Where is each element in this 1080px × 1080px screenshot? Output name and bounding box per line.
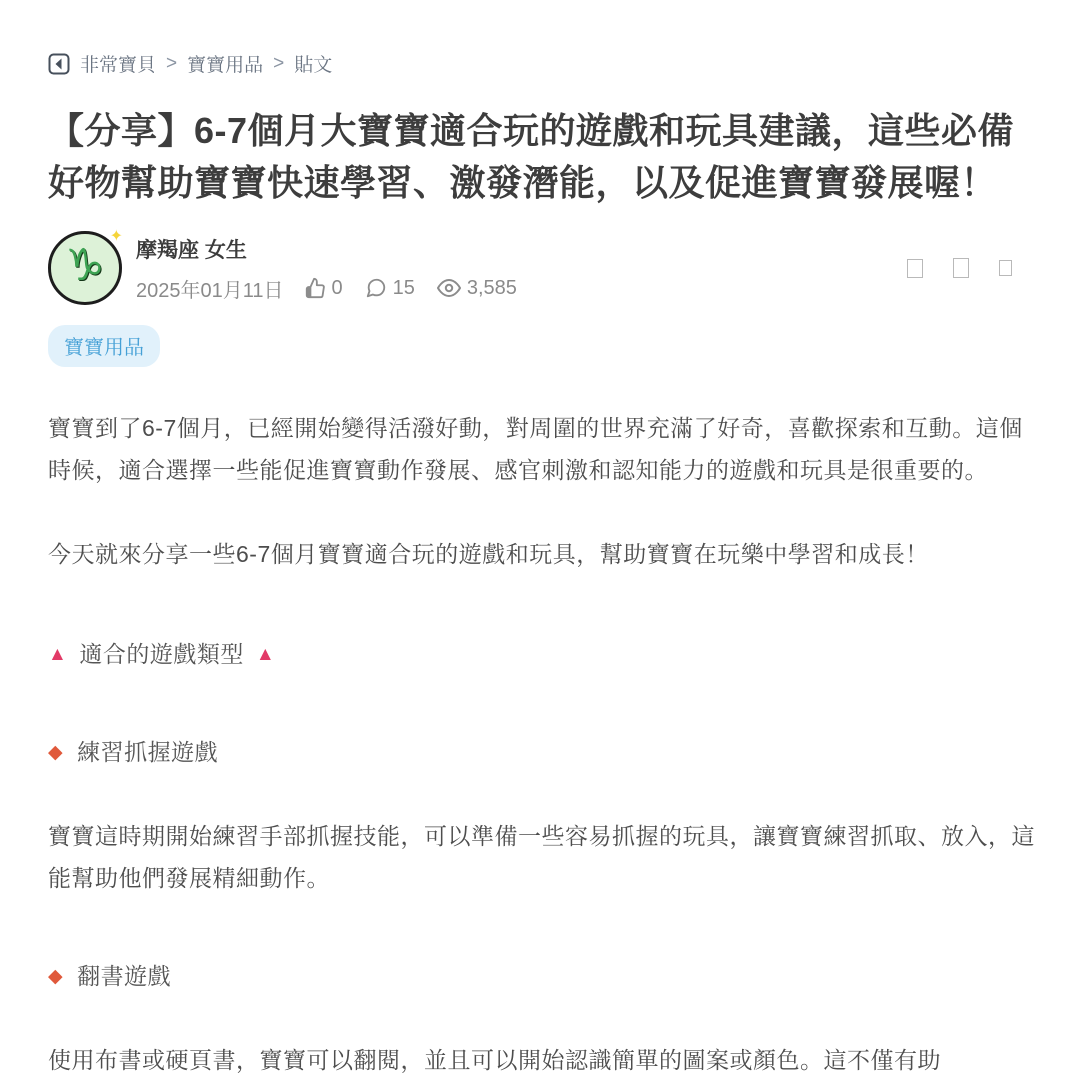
sparkle-icon: ✦ <box>109 228 123 245</box>
post-date: 2025年01月11日 <box>136 279 284 302</box>
breadcrumb-separator: > <box>273 52 285 74</box>
paragraph-grasp-game: 寶寶這時期開始練習手部抓握技能，可以準備一些容易抓握的玩具，讓寶寶練習抓取、放入，這能幫助他們發展精細動作。 <box>48 823 1035 891</box>
author-name: 摩羯座 女生 <box>136 238 247 262</box>
page-title: 【分享】6-7個月大寶寶適合玩的遊戲和玩具建議，這些必備好物幫助寶寶快速學習、激發潛能，以及促進寶寶發展喔！ <box>48 110 1015 203</box>
eye-icon <box>437 276 461 300</box>
back-icon[interactable] <box>48 53 70 75</box>
like-count[interactable] <box>304 277 343 300</box>
breadcrumb-current[interactable]: 貼文 <box>294 55 333 76</box>
breadcrumb-category[interactable]: 寶寶用品 <box>187 55 264 76</box>
section-heading-text: 適合的遊戲類型 <box>79 641 244 667</box>
paragraph-intro-1: 寶寶到了6-7個月，已經開始變得活潑好動，對周圍的世界充滿了好奇，喜歡探索和互動。這個時候，適合選擇一些能促進寶寶動作發展、感官刺激和認知能力的遊戲和玩具是很重要的。 <box>48 415 1023 483</box>
sub-heading-text: 練習抓握遊戲 <box>77 739 219 765</box>
sub-heading-book-game <box>48 955 1040 997</box>
triangle-marker-icon: ▲ <box>48 643 68 665</box>
comment-count-value: 15 <box>392 276 415 299</box>
post-action-icons <box>907 258 1012 278</box>
sub-heading-grasp-game <box>48 731 1040 773</box>
like-count-value: 0 <box>331 276 343 299</box>
view-count <box>437 276 517 300</box>
triangle-marker-icon: ▲ <box>255 643 276 665</box>
author-meta <box>136 234 907 303</box>
post-meta-line <box>136 274 907 303</box>
comment-count[interactable] <box>365 277 415 300</box>
paragraph-book-game: 使用布書或硬頁書，寶寶可以翻閱，並且可以開始認識簡單的圖案或顏色。這不僅有助 <box>48 1047 941 1073</box>
diamond-marker-icon: ◆ <box>48 741 64 763</box>
section-heading-game-types <box>48 633 1040 675</box>
sub-heading-text: 翻書遊戲 <box>77 963 172 989</box>
capricorn-icon: ♑ <box>65 241 105 290</box>
placeholder-box-icon[interactable] <box>953 258 969 278</box>
breadcrumb <box>48 50 1040 77</box>
tag-row <box>48 325 1040 367</box>
article-body <box>48 407 1040 1080</box>
paragraph-intro-2: 今天就來分享一些6-7個月寶寶適合玩的遊戲和玩具，幫助寶寶在玩樂中學習和成長！ <box>48 541 929 567</box>
placeholder-box-icon[interactable] <box>907 259 923 278</box>
view-count-value: 3,585 <box>466 276 517 299</box>
breadcrumb-board[interactable]: 非常寶貝 <box>80 55 157 76</box>
author-row <box>48 228 1040 305</box>
avatar <box>48 228 123 305</box>
category-tag[interactable]: 寶寶用品 <box>48 325 160 367</box>
speech-bubble-icon <box>365 277 387 299</box>
thumbs-up-icon <box>304 277 326 299</box>
placeholder-box-icon[interactable] <box>999 260 1012 276</box>
diamond-marker-icon: ◆ <box>48 965 64 987</box>
breadcrumb-separator: > <box>166 52 178 74</box>
